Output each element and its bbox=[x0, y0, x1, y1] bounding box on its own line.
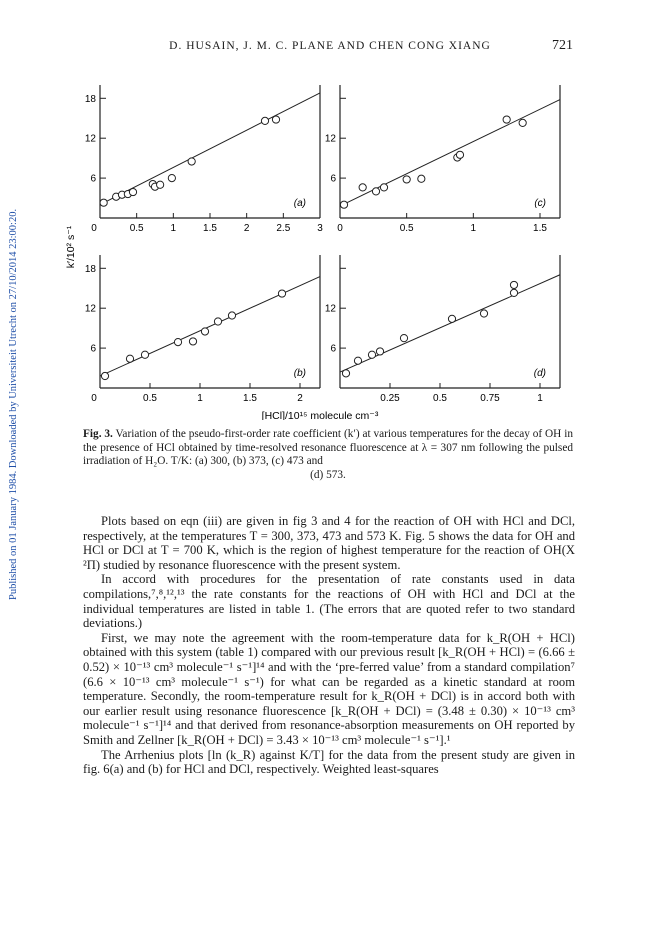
data-point bbox=[403, 176, 410, 183]
data-point bbox=[368, 351, 375, 358]
y-tick-label: 12 bbox=[84, 303, 96, 315]
data-point bbox=[272, 116, 279, 123]
x-tick-label: 2.5 bbox=[276, 223, 291, 234]
x-tick-label: 1.5 bbox=[533, 223, 547, 234]
data-point bbox=[519, 119, 526, 126]
panel-label: (c) bbox=[534, 198, 546, 209]
y-tick-label: 12 bbox=[324, 133, 336, 145]
data-point bbox=[503, 116, 510, 123]
y-tick-label: 12 bbox=[84, 133, 96, 145]
paragraph-2: In accord with procedures for the presentation of rate constants used in data compilations,⁷,⁸,¹²,¹³ the rate constants for the reactions of OH with HCl and DCl at the individual temperatures are listed in table 1. (The errors that are quoted refer to two standard deviations.) bbox=[83, 572, 575, 631]
x-tick-label: 1 bbox=[537, 393, 543, 404]
x-tick-label: 0 bbox=[337, 223, 343, 234]
figure-3 bbox=[60, 70, 580, 420]
running-head: D. HUSAIN, J. M. C. PLANE AND CHEN CONG XIANG bbox=[169, 40, 491, 52]
x-zero-label: 0 bbox=[91, 393, 97, 404]
panel-label: (a) bbox=[293, 198, 306, 209]
y-tick-label: 6 bbox=[90, 343, 96, 355]
data-point bbox=[380, 184, 387, 191]
y-tick-label: 6 bbox=[330, 173, 336, 185]
y-tick-label: 12 bbox=[324, 303, 336, 315]
panel-label: (b) bbox=[293, 368, 306, 379]
y-tick-label: 6 bbox=[330, 343, 336, 355]
x-tick-label: 0.5 bbox=[399, 223, 414, 234]
paragraph-4: The Arrhenius plots [ln (k_R) against K/T] for the data from the present study are given in fig. 6(a) and (b) for HCl and DCl, respectively. Weighted least-squares bbox=[83, 747, 575, 777]
x-tick-label: 3 bbox=[317, 223, 323, 234]
data-point bbox=[168, 175, 175, 182]
data-point bbox=[359, 184, 366, 191]
x-tick-label: 2 bbox=[243, 223, 250, 234]
data-point bbox=[157, 181, 164, 188]
x-tick-label: 1.5 bbox=[203, 223, 217, 234]
y-tick-label: 18 bbox=[84, 93, 96, 105]
data-point bbox=[510, 289, 517, 296]
data-point bbox=[278, 290, 285, 297]
data-point bbox=[400, 335, 407, 342]
x-tick-label: 1 bbox=[197, 393, 203, 404]
data-point bbox=[174, 339, 181, 346]
data-point bbox=[261, 117, 268, 124]
data-point bbox=[448, 315, 455, 322]
x-zero-label: 0 bbox=[91, 223, 97, 234]
panel-label: (d) bbox=[533, 368, 546, 379]
data-point bbox=[188, 158, 195, 165]
data-point bbox=[189, 338, 196, 345]
x-tick-label: 0.5 bbox=[143, 393, 157, 404]
data-point bbox=[510, 281, 517, 288]
data-point bbox=[418, 175, 425, 182]
data-point bbox=[456, 151, 463, 158]
fit-line bbox=[100, 93, 320, 205]
download-note bbox=[6, 160, 20, 760]
x-tick-label: 1 bbox=[170, 223, 177, 234]
data-point bbox=[340, 201, 347, 208]
page-number: 721 bbox=[552, 38, 573, 53]
y-tick-label: 18 bbox=[84, 263, 96, 275]
caption-text: Variation of the pseudo-first-order rate coefficient (k′) at various temperatures for the decay of OH in the presence of HCl obtained by time-resolved resonance fluorescence at λ = 307 nm following the pulsed irradiation of H₂O. T/K: (a) 300, (b) 373, (c) 473 and bbox=[83, 428, 573, 467]
x-tick-label: 0.5 bbox=[433, 393, 447, 404]
data-point bbox=[342, 370, 349, 377]
paragraph-3: First, we may note the agreement with the room-temperature data for k_R(OH + HCl) obtained with this system (table 1) compared with our previous result [k_R(OH + HCl) = (6.66 ± 0.52) × 10⁻¹³ cm³ molecule⁻¹ s⁻¹]¹⁴ and with the ‘pre-ferred value’ from a standard compilation⁷ (6.6 × 10⁻¹³ cm³ molecule⁻¹ s⁻¹) for what can be regarded as a kinetic standard at room temperature. Secondly, the room-temperature result for k_R(OH + DCl) is in accord both with our earlier result using resonance fluorescence [k_R(OH + DCl) = (3.48 ± 0.30) × 10⁻¹³ cm³ molecule⁻¹ s⁻¹]¹⁴ and that derived from resonance-absorption measurements on OH reported by Smith and Zellner [k_R(OH + DCl) = 3.43 × 10⁻¹³ cm³ molecule⁻¹ s⁻¹].¹ bbox=[83, 630, 575, 747]
paragraph-1: Plots based on eqn (iii) are given in fig 3 and 4 for the reaction of OH with HCl and DCl, respectively, at the temperatures T = 300, 373, 473 and 573 K. Fig. 5 shows the data for OH and HCl or DCl at T = 700 K, which is the region of highest temperature for the reaction of OH(X ²Π) studied by resonance fluorescence with the present system. bbox=[83, 514, 575, 572]
y-tick-label: 6 bbox=[90, 173, 96, 185]
data-point bbox=[480, 310, 487, 317]
data-point bbox=[372, 188, 379, 195]
download-note-text: Published on 01 January 1984. Downloaded by Universiteit Utrecht on 27/10/2014 23:00:20. bbox=[8, 208, 19, 600]
data-point bbox=[376, 348, 383, 355]
data-point bbox=[214, 318, 221, 325]
y-axis-label: k′/10² s⁻¹ bbox=[65, 225, 77, 269]
data-point bbox=[141, 351, 148, 358]
data-point bbox=[126, 355, 133, 362]
x-tick-label: 0.75 bbox=[480, 393, 500, 404]
x-tick-label: 1.5 bbox=[243, 393, 257, 404]
data-point bbox=[129, 188, 136, 195]
x-tick-label: 0.5 bbox=[129, 223, 144, 234]
x-axis-label: [HCl]/10¹⁵ molecule cm⁻³ bbox=[261, 410, 379, 420]
data-point bbox=[354, 357, 361, 364]
figure-caption bbox=[83, 428, 573, 482]
caption-last-line: (d) 573. bbox=[310, 468, 346, 481]
x-tick-label: 0.25 bbox=[380, 393, 400, 404]
body-text bbox=[83, 514, 575, 777]
data-point bbox=[100, 199, 107, 206]
x-tick-label: 1 bbox=[470, 223, 477, 234]
data-point bbox=[201, 328, 208, 335]
x-tick-label: 2 bbox=[297, 393, 303, 404]
data-point bbox=[228, 312, 235, 319]
caption-label: Fig. 3. bbox=[83, 428, 113, 440]
data-point bbox=[101, 372, 108, 379]
